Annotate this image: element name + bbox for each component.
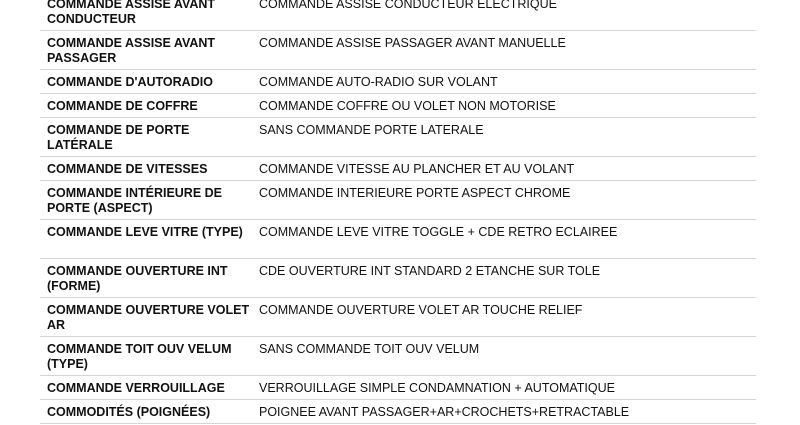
spec-value: CDE OUVERTURE INT STANDARD 2 ETANCHE SUR TOLE [259, 264, 601, 278]
spec-value: COMMANDE ASSISE CONDUCTEUR ELECTRIQUE [259, 0, 557, 11]
spec-value: COMMANDE VITESSE AU PLANCHER ET AU VOLANT [259, 162, 575, 176]
spec-value: COMMANDE LEVE VITRE TOGGLE + CDE RETRO ECLAIREE [259, 225, 618, 239]
table-row [40, 259, 756, 298]
spec-value: COMMANDE INTERIEURE PORTE ASPECT CHROME [259, 186, 571, 200]
spec-label: COMMANDE TOIT OUV VELUM (TYPE) [47, 342, 232, 371]
table-row [40, 337, 756, 376]
table-row [40, 0, 756, 31]
spec-label: COMMANDE DE COFFRE [47, 99, 198, 113]
spec-table [40, 0, 756, 424]
table-row [40, 70, 756, 94]
spec-value: SANS COMMANDE TOIT OUV VELUM [259, 342, 480, 356]
table-row [40, 157, 756, 181]
spec-value: SANS COMMANDE PORTE LATERALE [259, 123, 484, 137]
spec-label: COMMODITÉS (POIGNÉES) [47, 405, 211, 419]
table-row [40, 376, 756, 400]
spec-label: COMMANDE VERROUILLAGE [47, 381, 225, 395]
spec-value: COMMANDE COFFRE OU VOLET NON MOTORISE [259, 99, 556, 113]
spec-label: COMMANDE DE VITESSES [47, 162, 208, 176]
table-row [40, 400, 756, 424]
spec-label: COMMANDE DE PORTE LATÉRALE [47, 123, 190, 152]
table-row [40, 298, 756, 337]
table-row [40, 118, 756, 157]
spec-value: COMMANDE ASSISE PASSAGER AVANT MANUELLE [259, 36, 566, 50]
spec-label: COMMANDE OUVERTURE INT (FORME) [47, 264, 228, 293]
spec-label: COMMANDE D'AUTORADIO [47, 75, 213, 89]
spec-label: COMMANDE ASSISE AVANT CONDUCTEUR [47, 0, 216, 26]
spec-value: VERROUILLAGE SIMPLE CONDAMNATION + AUTOMATIQUE [259, 381, 615, 395]
table-row [40, 31, 756, 70]
spec-label: COMMANDE ASSISE AVANT PASSAGER [47, 36, 216, 65]
spec-value: POIGNEE AVANT PASSAGER+AR+CROCHETS+RETRACTABLE [259, 405, 630, 419]
spec-label: COMMANDE INTÉRIEURE DE PORTE (ASPECT) [47, 186, 223, 215]
table-row [40, 220, 756, 259]
table-row [40, 94, 756, 118]
spec-value: COMMANDE AUTO-RADIO SUR VOLANT [259, 75, 498, 89]
spec-label: COMMANDE LEVE VITRE (TYPE) [47, 225, 243, 239]
table-row [40, 181, 756, 220]
spec-value: COMMANDE OUVERTURE VOLET AR TOUCHE RELIEF [259, 303, 583, 317]
spec-label: COMMANDE OUVERTURE VOLET AR [47, 303, 250, 332]
